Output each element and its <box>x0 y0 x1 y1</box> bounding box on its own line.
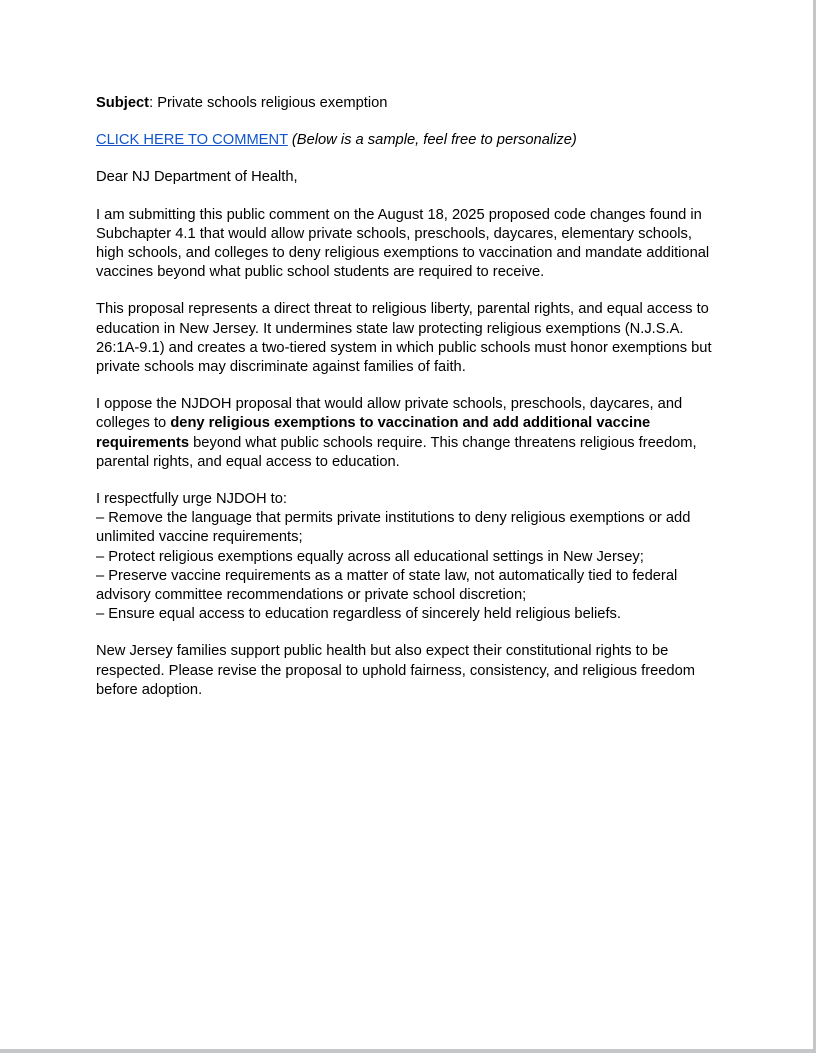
subject-line <box>96 94 722 113</box>
subject-label: Subject <box>96 95 150 111</box>
urge-list <box>96 490 722 624</box>
letter-body <box>96 94 722 718</box>
personalize-note: (Below is a sample, feel free to personalize) <box>291 132 577 149</box>
oppose-text-before: I oppose the NJDOH proposal that would allow private schools, preschools, daycares, and colleges to <box>96 396 683 432</box>
urge-item-remove-language: – Remove the language that permits private institutions to deny religious exemptions or add unlimited vaccine requirements; <box>96 510 691 546</box>
urge-intro: I respectfully urge NJDOH to: <box>96 491 288 508</box>
paragraph-submission: I am submitting this public comment on the August 18, 2025 proposed code changes found in Subchapter 4.1 that would allow private schools, preschools, daycares, elementary schools, high schools, and colleges to deny religious exemptions to vaccination and mandate additional vaccines beyond what public school students are required to receive. <box>96 206 710 281</box>
oppose-text-bold: deny religious exemptions to vaccination and add additional vaccine requirements <box>96 415 651 451</box>
click-here-to-comment-link[interactable]: CLICK HERE TO COMMENT <box>96 132 288 149</box>
oppose-text-after: beyond what public schools require. This change threatens religious freedom, parental rights, and equal access to education. <box>96 434 697 470</box>
comment-link-line <box>96 131 722 150</box>
salutation: Dear NJ Department of Health, <box>96 169 298 186</box>
urge-item-preserve-requirements: – Preserve vaccine requirements as a matter of state law, not automatically tied to federal advisory committee recommendations or private school discretion; <box>96 567 678 604</box>
paragraph-threat: This proposal represents a direct threat to religious liberty, parental rights, and equal access to education in New Jersey. It undermines state law protecting religious exemptions (N.J.S.A. 26:1A-9.1) and creates a two-tiered system in which public schools must honor exemptions but private schools may discriminate against families of faith. <box>96 301 712 376</box>
urge-item-protect-exemptions: – Protect religious exemptions equally across all educational settings in New Jersey; <box>96 548 644 565</box>
subject-value: : Private schools religious exemption <box>149 95 388 111</box>
paragraph-oppose <box>96 395 722 472</box>
urge-item-ensure-access: – Ensure equal access to education regardless of sincerely held religious beliefs. <box>96 606 621 623</box>
paragraph-closing: New Jersey families support public health but also expect their constitutional rights to be respected. Please revise the proposal to uphold fairness, consistency, and religious freedom before adoption. <box>96 643 695 698</box>
